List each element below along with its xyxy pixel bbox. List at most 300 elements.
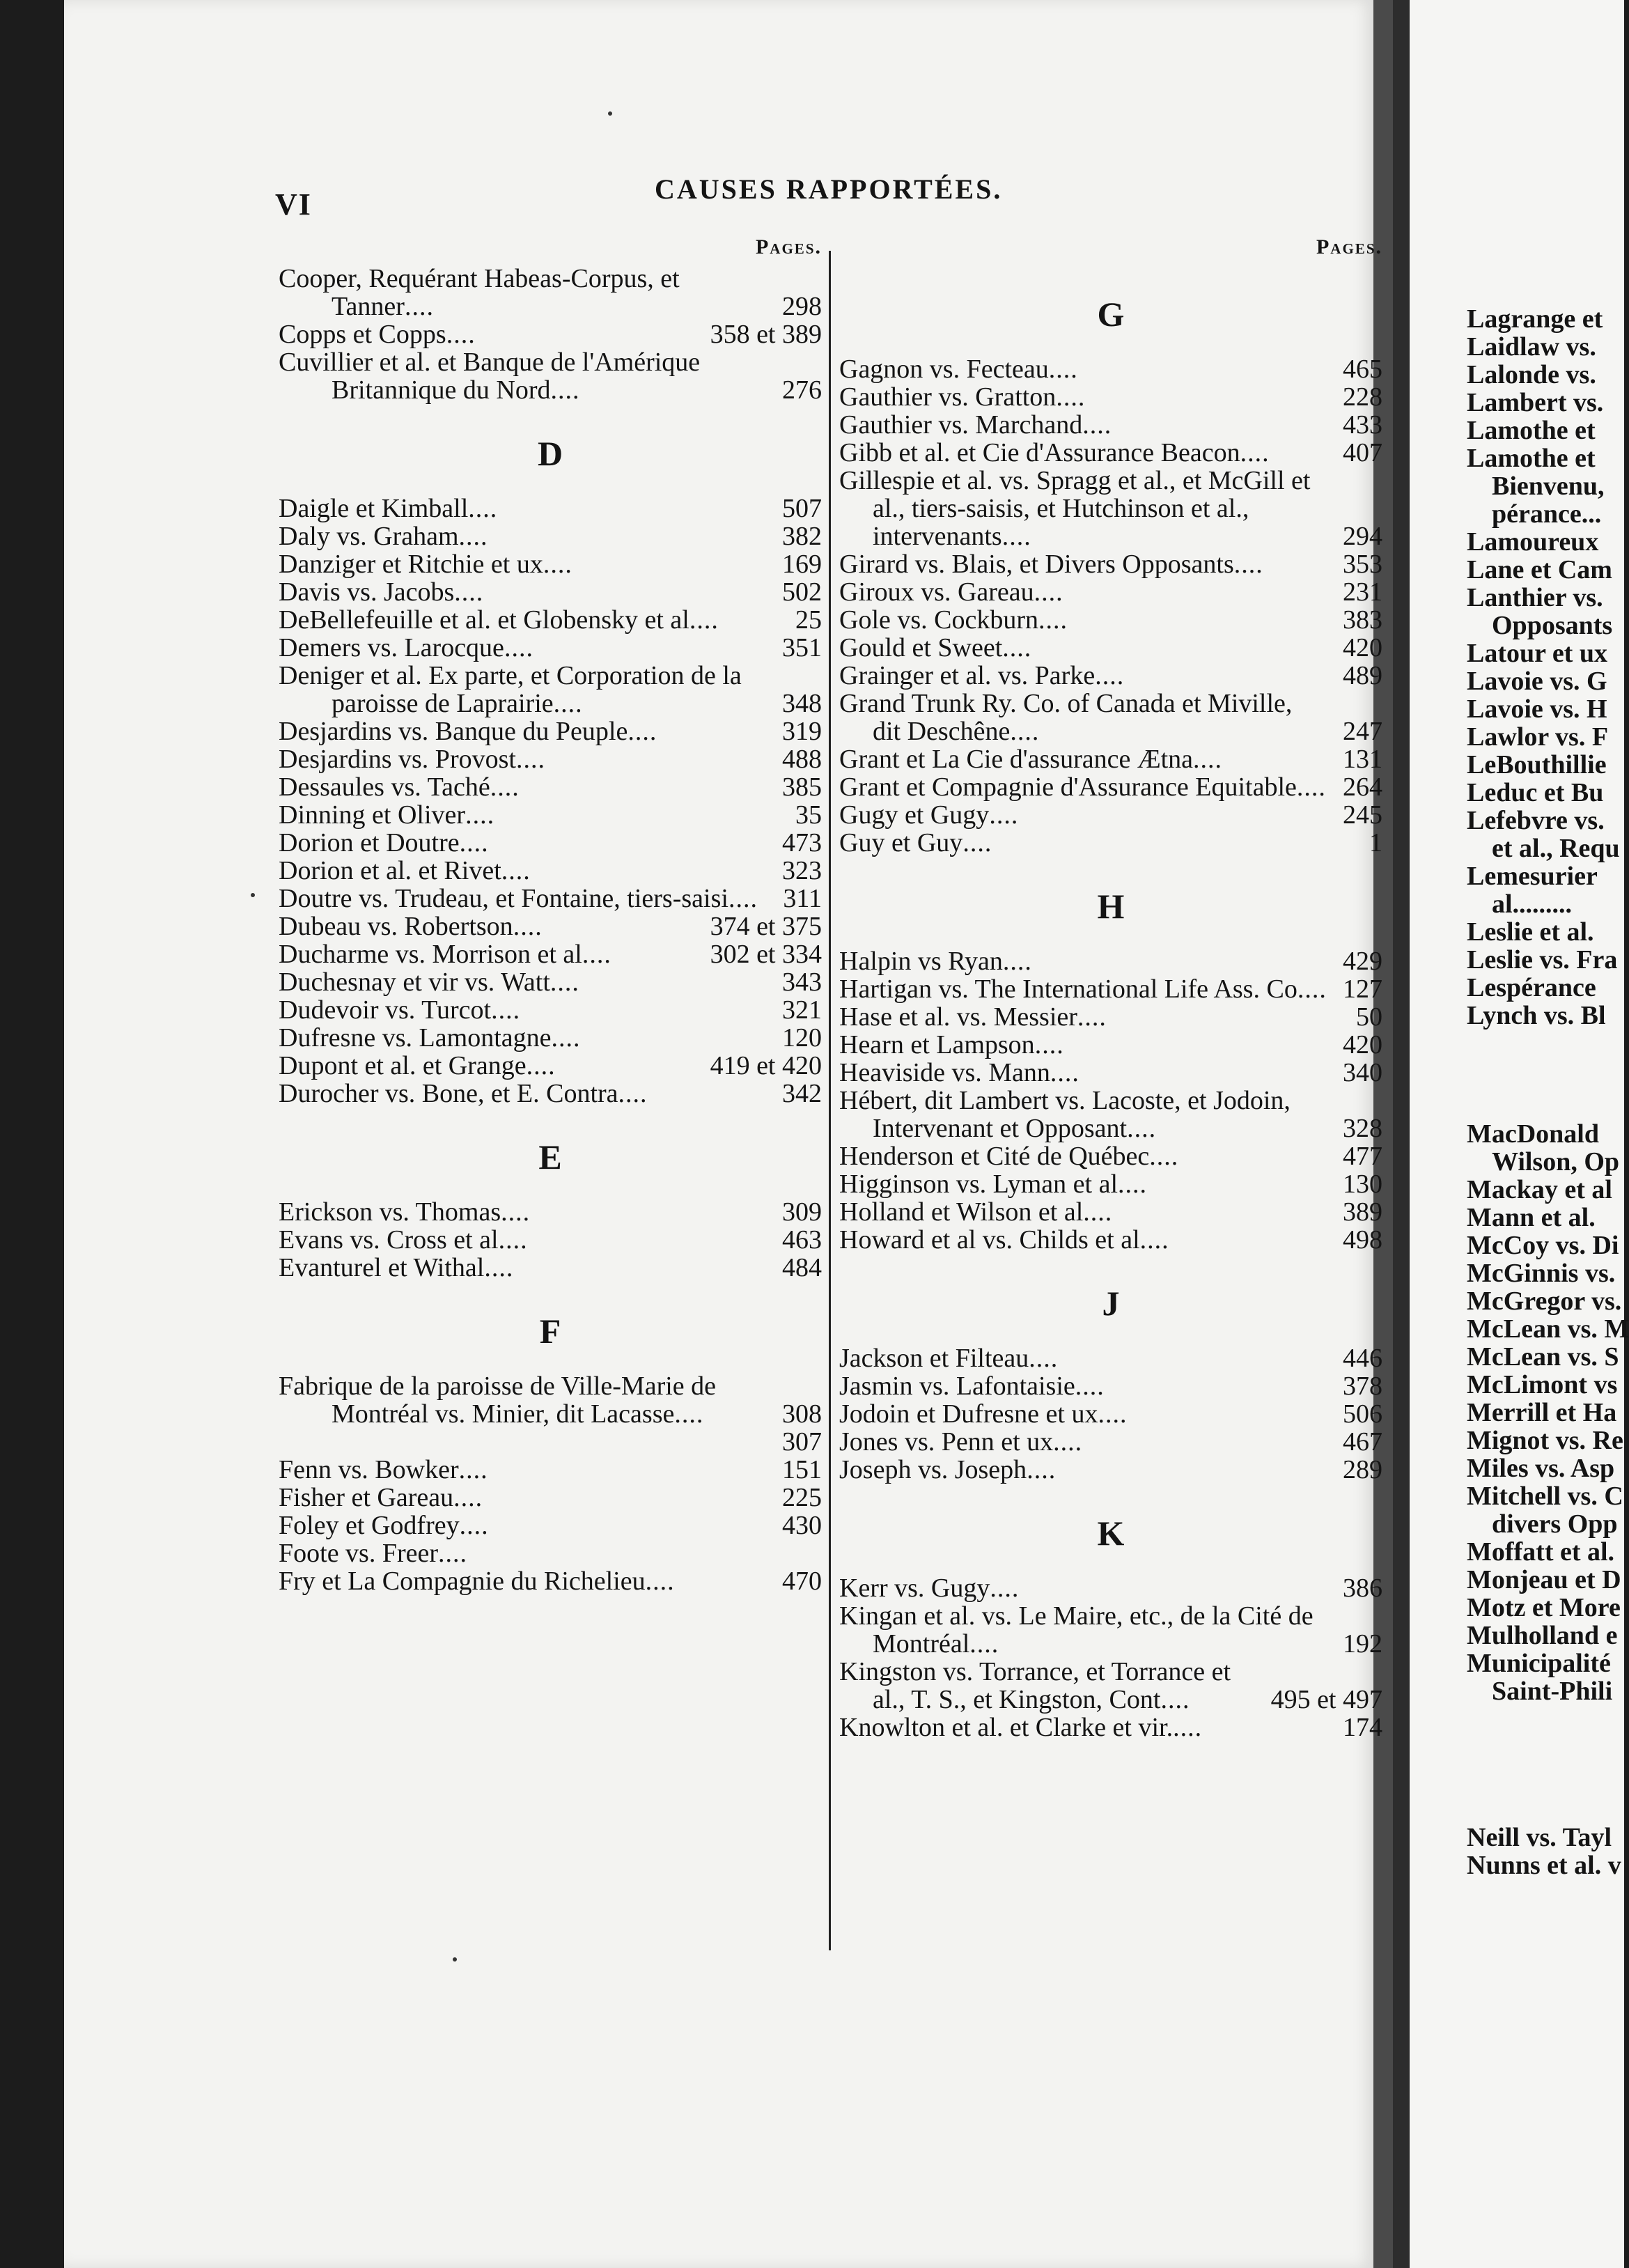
entry-name: Kingan et al. vs. Le Maire, etc., de la Cité de Montréal.... xyxy=(839,1601,1314,1659)
index-entry xyxy=(839,1714,1382,1741)
section-letter: H xyxy=(1097,887,1125,926)
index-entry xyxy=(279,522,822,550)
leader-dots: .... xyxy=(1010,717,1040,746)
entry-name: Gould et Sweet.... xyxy=(839,633,1032,662)
leader-dots: .... xyxy=(458,522,488,551)
entry-name: Higginson vs. Lyman et al.... xyxy=(839,1170,1148,1199)
entry-page: 311 xyxy=(783,884,822,913)
entry-page: 467 xyxy=(1343,1427,1382,1457)
entry-name: Dufresne vs. Lamontagne.... xyxy=(279,1023,581,1053)
entry-page: 25 xyxy=(795,605,822,635)
entry-name: Jackson et Filteau.... xyxy=(839,1344,1059,1373)
index-entry xyxy=(839,1658,1382,1714)
column-divider xyxy=(829,251,831,1950)
index-entry xyxy=(279,717,822,745)
facing-entry: Lefebvre vs. xyxy=(1467,806,1605,835)
leader-dots: .... xyxy=(1127,1114,1157,1143)
index-entry xyxy=(279,745,822,773)
facing-entry: divers Opp xyxy=(1492,1509,1618,1539)
print-speck xyxy=(453,1957,457,1962)
entry-page: 383 xyxy=(1343,605,1382,635)
leader-dots: .... xyxy=(962,828,992,857)
entry-page: 477 xyxy=(1343,1142,1382,1171)
leader-dots: .... xyxy=(1075,1372,1105,1401)
leader-dots: .... xyxy=(1077,1002,1107,1032)
leader-dots: .... xyxy=(1050,1058,1079,1087)
entry-page: 323 xyxy=(782,856,822,885)
entry-page: 488 xyxy=(782,745,822,774)
index-entry xyxy=(839,773,1382,801)
facing-entry: Mann et al. xyxy=(1467,1203,1596,1232)
index-entry xyxy=(279,550,822,578)
facing-page xyxy=(1393,0,1629,2268)
entry-name: Joseph vs. Joseph.... xyxy=(839,1455,1057,1484)
leader-dots: .... xyxy=(501,856,531,885)
entry-page: 120 xyxy=(782,1023,822,1053)
entry-page: 430 xyxy=(782,1511,822,1540)
section-letter: K xyxy=(1097,1514,1125,1553)
entry-page: 192 xyxy=(1343,1629,1382,1659)
index-entry xyxy=(839,578,1382,606)
leader-dots: .... xyxy=(728,884,758,913)
leader-dots: .... xyxy=(504,633,533,662)
entry-page: 419 et 420 xyxy=(710,1051,822,1080)
entry-page: 131 xyxy=(1343,745,1382,774)
entry-page: 169 xyxy=(782,550,822,579)
facing-block xyxy=(1408,1824,1629,1879)
entry-name: Knowlton et al. et Clarke et vir..... xyxy=(839,1713,1203,1742)
index-entry xyxy=(839,1087,1382,1142)
facing-entry: Lespérance xyxy=(1467,973,1596,1002)
index-entry xyxy=(279,1080,822,1108)
leader-dots: .... xyxy=(484,1253,514,1282)
leader-dots: .... xyxy=(526,1051,556,1080)
facing-entry: LeBouthillie xyxy=(1467,750,1607,779)
entry-name: Henderson et Cité de Québec.... xyxy=(839,1142,1179,1171)
index-entry xyxy=(279,1512,822,1539)
entry-name: Foote vs. Freer.... xyxy=(279,1539,468,1568)
index-entry xyxy=(839,1456,1382,1484)
facing-entry: Lawlor vs. F xyxy=(1467,722,1609,752)
entry-page: 420 xyxy=(1343,1030,1382,1059)
entry-name: Copps et Copps.... xyxy=(279,320,476,349)
entry-name: Heaviside vs. Mann.... xyxy=(839,1058,1079,1087)
index-entry xyxy=(279,885,822,912)
leader-dots: .... xyxy=(1034,1030,1064,1059)
entry-name: Evans vs. Cross et al.... xyxy=(279,1225,528,1255)
entry-name: Holland et Wilson et al.... xyxy=(839,1197,1113,1227)
leader-dots: .... xyxy=(1048,355,1078,384)
index-entry xyxy=(279,829,822,857)
index-entry xyxy=(839,1198,1382,1226)
entry-name: Guy et Guy.... xyxy=(839,828,992,857)
index-entry xyxy=(279,857,822,885)
entry-name: Desjardins vs. Banque du Peuple.... xyxy=(279,717,657,746)
leader-dots: .... xyxy=(468,494,498,523)
leader-dots: .... xyxy=(498,1225,528,1255)
entry-page: 264 xyxy=(1343,772,1382,802)
index-entry xyxy=(279,320,822,348)
index-entry xyxy=(279,940,822,968)
leader-dots: .... xyxy=(582,940,611,969)
leader-dots: .... xyxy=(628,717,657,746)
entry-page: 50 xyxy=(1356,1002,1382,1032)
facing-entry: Nunns et al. v xyxy=(1467,1851,1621,1880)
index-entry xyxy=(839,947,1382,975)
entry-name: Gagnon vs. Fecteau.... xyxy=(839,355,1078,384)
left-column xyxy=(279,230,822,1595)
entry-name: Kerr vs. Gugy.... xyxy=(839,1574,1020,1603)
facing-entry: Mulholland e xyxy=(1467,1621,1618,1650)
entry-page: 309 xyxy=(782,1197,822,1227)
entry-page: 289 xyxy=(1343,1455,1382,1484)
entry-page: 389 xyxy=(1343,1197,1382,1227)
leader-dots: .... xyxy=(458,1455,488,1484)
leader-dots: .... xyxy=(1296,772,1326,802)
entry-name: Demers vs. Larocque.... xyxy=(279,633,533,662)
entry-page: 378 xyxy=(1343,1372,1382,1401)
leader-dots: .... xyxy=(990,1574,1020,1603)
facing-entry: al......... xyxy=(1492,890,1573,919)
index-entry xyxy=(839,829,1382,857)
entry-page: 351 xyxy=(782,633,822,662)
leader-dots: .... xyxy=(1193,745,1223,774)
leader-dots: .... xyxy=(1083,1197,1113,1227)
leader-dots: .... xyxy=(969,1629,999,1659)
entry-name: Grant et La Cie d'assurance Ætna.... xyxy=(839,745,1223,774)
section-letter: J xyxy=(1102,1284,1120,1323)
index-entry xyxy=(279,1024,822,1052)
leader-dots: .... xyxy=(491,995,521,1025)
facing-entry: McLean vs. M xyxy=(1467,1314,1629,1344)
entry-page: 343 xyxy=(782,968,822,997)
facing-entry: Leduc et Bu xyxy=(1467,778,1604,807)
index-entry xyxy=(279,495,822,522)
index-entry xyxy=(279,606,822,634)
entry-page: 130 xyxy=(1343,1170,1382,1199)
index-entry xyxy=(839,606,1382,634)
entry-name: Dorion et al. et Rivet.... xyxy=(279,856,531,885)
index-entry xyxy=(279,1428,822,1456)
entry-name: Grant et Compagnie d'Assurance Equitable.... xyxy=(839,772,1326,802)
entry-page: 302 et 334 xyxy=(710,940,822,969)
facing-entry: Lavoie vs. G xyxy=(1467,667,1607,696)
index-entry xyxy=(279,801,822,829)
leader-dots: .... xyxy=(550,968,579,997)
entry-name: Ducharme vs. Morrison et al.... xyxy=(279,940,611,969)
entry-name: Dudevoir vs. Turcot.... xyxy=(279,995,521,1025)
section-letter: F xyxy=(539,1312,561,1351)
entry-name: Jasmin vs. Lafontaisie.... xyxy=(839,1372,1105,1401)
facing-entry: Latour et ux xyxy=(1467,639,1607,668)
index-entry xyxy=(279,773,822,801)
page-number: VI xyxy=(275,187,312,222)
entry-page: 489 xyxy=(1343,661,1382,690)
leader-dots: .... xyxy=(1002,633,1032,662)
facing-entry: Lamoureux xyxy=(1467,527,1599,557)
entry-name: Doutre vs. Trudeau, et Fontaine, tiers-saisi.... xyxy=(279,884,758,913)
index-entry xyxy=(279,1539,822,1567)
leader-dots: .... xyxy=(501,1197,531,1227)
entry-page: 151 xyxy=(782,1455,822,1484)
entry-name: Dinning et Oliver.... xyxy=(279,800,495,830)
index-entry xyxy=(279,912,822,940)
entry-page: 433 xyxy=(1343,410,1382,440)
entry-name: Evanturel et Withal.... xyxy=(279,1253,514,1282)
entry-page: 294 xyxy=(1343,522,1382,551)
index-entry xyxy=(839,975,1382,1003)
leader-dots: .... xyxy=(645,1567,675,1596)
facing-entry: Lane et Cam xyxy=(1467,555,1612,584)
section-letter: D xyxy=(537,434,563,473)
entry-page: 174 xyxy=(1343,1713,1382,1742)
facing-entry: et al., Requ xyxy=(1492,834,1620,863)
entry-name: Dorion et Doutre.... xyxy=(279,828,489,857)
index-entry xyxy=(839,439,1382,467)
entry-name: Grainger et al. vs. Parke.... xyxy=(839,661,1125,690)
leader-dots: .... xyxy=(1002,947,1032,976)
index-entry xyxy=(279,996,822,1024)
facing-entry: Miles vs. Asp xyxy=(1467,1454,1615,1483)
facing-entry: Motz et More xyxy=(1467,1593,1621,1622)
entry-name: Erickson vs. Thomas.... xyxy=(279,1197,531,1227)
leader-dots: .... xyxy=(438,1539,468,1568)
facing-entry: Lavoie vs. H xyxy=(1467,694,1607,724)
facing-entry: Monjeau et D xyxy=(1467,1565,1621,1594)
leader-dots: .... xyxy=(1118,1170,1148,1199)
leader-dots: .... xyxy=(674,1399,704,1429)
entry-page: 1 xyxy=(1369,828,1382,857)
facing-entry: McGregor vs. xyxy=(1467,1287,1622,1316)
entry-page: 328 xyxy=(1343,1114,1382,1143)
index-entry xyxy=(839,1142,1382,1170)
entry-name: Girard vs. Blais, et Divers Opposants.... xyxy=(839,550,1263,579)
entry-name: Davis vs. Jacobs.... xyxy=(279,577,484,607)
entry-name: Jones vs. Penn et ux.... xyxy=(839,1427,1083,1457)
leader-dots: .... xyxy=(550,375,580,405)
entry-name: Fabrique de la paroisse de Ville-Marie de Montréal vs. Minier, dit Lacasse.... xyxy=(279,1372,717,1429)
print-speck xyxy=(251,893,255,897)
entry-page: 473 xyxy=(782,828,822,857)
entry-name: Gugy et Gugy.... xyxy=(839,800,1019,830)
facing-entry: Lambert vs. xyxy=(1467,388,1604,417)
entry-page: 340 xyxy=(1343,1058,1382,1087)
index-entry xyxy=(839,355,1382,383)
facing-entry: pérance... xyxy=(1492,499,1602,529)
leader-dots: .... xyxy=(1297,974,1327,1004)
entry-page: 446 xyxy=(1343,1344,1382,1373)
facing-entry: McLean vs. S xyxy=(1467,1342,1619,1372)
facing-entry: Lemesurier xyxy=(1467,862,1598,891)
leader-dots: .... xyxy=(459,1511,489,1540)
facing-entry: Saint-Phili xyxy=(1492,1677,1613,1706)
pages-header: Pages. xyxy=(755,235,822,258)
index-entry xyxy=(839,1059,1382,1087)
entry-name: Grand Trunk Ry. Co. of Canada et Miville, dit Deschêne.... xyxy=(839,689,1293,746)
facing-entry: McGinnis vs. xyxy=(1467,1259,1616,1288)
index-entry xyxy=(279,1254,822,1282)
leader-dots: .... xyxy=(1095,661,1125,690)
index-entry xyxy=(839,1400,1382,1428)
index-entry xyxy=(839,801,1382,829)
entry-name: Howard et al vs. Childs et al.... xyxy=(839,1225,1169,1255)
index-entry xyxy=(279,265,822,320)
entry-page: 386 xyxy=(1343,1574,1382,1603)
entry-name: Hase et al. vs. Messier.... xyxy=(839,1002,1107,1032)
entry-name: Halpin vs Ryan.... xyxy=(839,947,1032,976)
index-entry xyxy=(279,968,822,996)
index-entry xyxy=(279,1198,822,1226)
entry-name: Daigle et Kimball.... xyxy=(279,494,498,523)
index-entry xyxy=(279,662,822,717)
entry-name: Danziger et Ritchie et ux.... xyxy=(279,550,572,579)
leader-dots: .... xyxy=(1098,1399,1128,1429)
facing-entry: Lalonde vs. xyxy=(1467,360,1596,389)
facing-entry: Merrill et Ha xyxy=(1467,1398,1617,1427)
index-entry xyxy=(279,578,822,606)
entry-page: 506 xyxy=(1343,1399,1382,1429)
entry-name: Gauthier vs. Marchand.... xyxy=(839,410,1112,440)
index-entry xyxy=(839,1031,1382,1059)
index-entry xyxy=(279,1567,822,1595)
facing-entry: Lamothe et xyxy=(1467,416,1596,445)
entry-page: 429 xyxy=(1343,947,1382,976)
entry-page: 407 xyxy=(1343,438,1382,467)
facing-entry: Lamothe et xyxy=(1467,444,1596,473)
leader-dots: .... xyxy=(453,1483,483,1512)
entry-name: DeBellefeuille et al. et Globensky et al.... xyxy=(279,605,719,635)
leader-dots: .... xyxy=(454,577,484,607)
entry-page: 348 xyxy=(782,689,822,718)
entry-name: Duchesnay et vir vs. Watt.... xyxy=(279,968,579,997)
index-entry xyxy=(279,348,822,404)
leader-dots: .... xyxy=(1173,1713,1203,1742)
facing-block xyxy=(1408,1120,1629,1705)
index-entry xyxy=(839,690,1382,745)
leader-dots: .... xyxy=(1160,1685,1190,1714)
facing-entry: Mackay et al xyxy=(1467,1175,1612,1204)
section-letter: E xyxy=(538,1137,562,1176)
entry-page: 420 xyxy=(1343,633,1382,662)
leader-dots: .... xyxy=(446,320,476,349)
facing-entry: MacDonald xyxy=(1467,1119,1599,1149)
entry-page: 276 xyxy=(782,375,822,405)
entry-name: Hartigan vs. The International Life Ass. Co.... xyxy=(839,974,1327,1004)
facing-entry: Mignot vs. Re xyxy=(1467,1426,1623,1455)
index-entry xyxy=(839,1226,1382,1254)
entry-page: 247 xyxy=(1343,717,1382,746)
entry-name: Dessaules vs. Taché.... xyxy=(279,772,520,802)
leader-dots: .... xyxy=(1053,1427,1083,1457)
entry-page: 358 et 389 xyxy=(710,320,822,349)
entry-name: Cuvillier et al. et Banque de l'Amérique Britannique du Nord.... xyxy=(279,348,701,405)
entry-page: 385 xyxy=(782,772,822,802)
index-entry xyxy=(839,1344,1382,1372)
leader-dots: .... xyxy=(1233,550,1263,579)
leader-dots: .... xyxy=(1149,1142,1179,1171)
entry-page: 228 xyxy=(1343,382,1382,412)
entry-name: Cooper, Requérant Habeas-Corpus, et Tanner.... xyxy=(279,264,680,321)
facing-entry: Leslie et al. xyxy=(1467,917,1594,947)
index-entry xyxy=(839,662,1382,690)
entry-name: Giroux vs. Gareau.... xyxy=(839,577,1063,607)
entry-name: Dubeau vs. Robertson.... xyxy=(279,912,543,941)
section-letter: G xyxy=(1097,295,1125,334)
entry-page: 307 xyxy=(782,1427,822,1457)
index-entry xyxy=(279,634,822,662)
index-entry xyxy=(839,745,1382,773)
leader-dots: .... xyxy=(490,772,520,802)
entry-page: 127 xyxy=(1343,974,1382,1004)
index-entry xyxy=(279,1484,822,1512)
leader-dots: .... xyxy=(551,1023,581,1053)
entry-name: Hearn et Lampson.... xyxy=(839,1030,1064,1059)
entry-page: 507 xyxy=(782,494,822,523)
leader-dots: .... xyxy=(689,605,719,635)
entry-name: Fenn vs. Bowker.... xyxy=(279,1455,488,1484)
facing-entry: Lanthier vs. xyxy=(1467,583,1603,612)
entry-name: Fisher et Gareau.... xyxy=(279,1483,483,1512)
index-entry xyxy=(839,1372,1382,1400)
entry-name: Gauthier vs. Gratton.... xyxy=(839,382,1086,412)
entry-page: 374 et 375 xyxy=(710,912,822,941)
index-entry xyxy=(279,1372,822,1428)
entry-name: Deniger et al. Ex parte, et Corporation de la paroisse de Laprairie.... xyxy=(279,661,742,718)
facing-entry: Neill vs. Tayl xyxy=(1467,1823,1612,1852)
leader-dots: .... xyxy=(1056,382,1086,412)
facing-entry: Municipalité xyxy=(1467,1649,1611,1678)
index-entry xyxy=(839,1602,1382,1658)
entry-name: Fry et La Compagnie du Richelieu.... xyxy=(279,1567,675,1596)
entry-name: Hébert, dit Lambert vs. Lacoste, et Jodoin, Intervenant et Opposant.... xyxy=(839,1086,1291,1143)
leader-dots: .... xyxy=(1082,410,1112,440)
entry-page: 225 xyxy=(782,1483,822,1512)
facing-entry: Opposants xyxy=(1492,611,1613,640)
entry-page: 231 xyxy=(1343,577,1382,607)
leader-dots: .... xyxy=(404,292,434,321)
leader-dots: .... xyxy=(543,550,572,579)
facing-entry: Laidlaw vs. xyxy=(1467,332,1596,362)
leader-dots: .... xyxy=(1027,1455,1057,1484)
right-column xyxy=(839,230,1382,1741)
print-speck xyxy=(608,111,612,116)
entry-page: 498 xyxy=(1343,1225,1382,1255)
entry-name: Kingston vs. Torrance, et Torrance et al., T. S., et Kingston, Cont.... xyxy=(839,1657,1231,1714)
entry-page: 502 xyxy=(782,577,822,607)
index-entry xyxy=(839,1574,1382,1602)
facing-entry: Lagrange et xyxy=(1467,304,1603,334)
entry-name: Jodoin et Dufresne et ux.... xyxy=(839,1399,1128,1429)
pages-header: Pages. xyxy=(1316,235,1382,258)
entry-page: 308 xyxy=(782,1399,822,1429)
entry-name: Desjardins vs. Provost.... xyxy=(279,745,545,774)
entry-name: Gole vs. Cockburn.... xyxy=(839,605,1068,635)
leader-dots: .... xyxy=(1034,577,1063,607)
entry-page: 319 xyxy=(782,717,822,746)
entry-name: Gillespie et al. vs. Spragg et al., et McGill et al., tiers-saisis, et Hutchinson et al., intervenants.... xyxy=(839,466,1311,551)
entry-name: Dupont et al. et Grange.... xyxy=(279,1051,556,1080)
entry-name: Gibb et al. et Cie d'Assurance Beacon.... xyxy=(839,438,1270,467)
leader-dots: .... xyxy=(465,800,495,830)
entry-page: 298 xyxy=(782,292,822,321)
entry-page: 382 xyxy=(782,522,822,551)
entry-page: 484 xyxy=(782,1253,822,1282)
entry-page: 495 et 497 xyxy=(1270,1685,1382,1714)
leader-dots: .... xyxy=(989,800,1019,830)
facing-entry: Lynch vs. Bl xyxy=(1467,1001,1606,1030)
leader-dots: .... xyxy=(1240,438,1270,467)
index-entry xyxy=(839,1170,1382,1198)
